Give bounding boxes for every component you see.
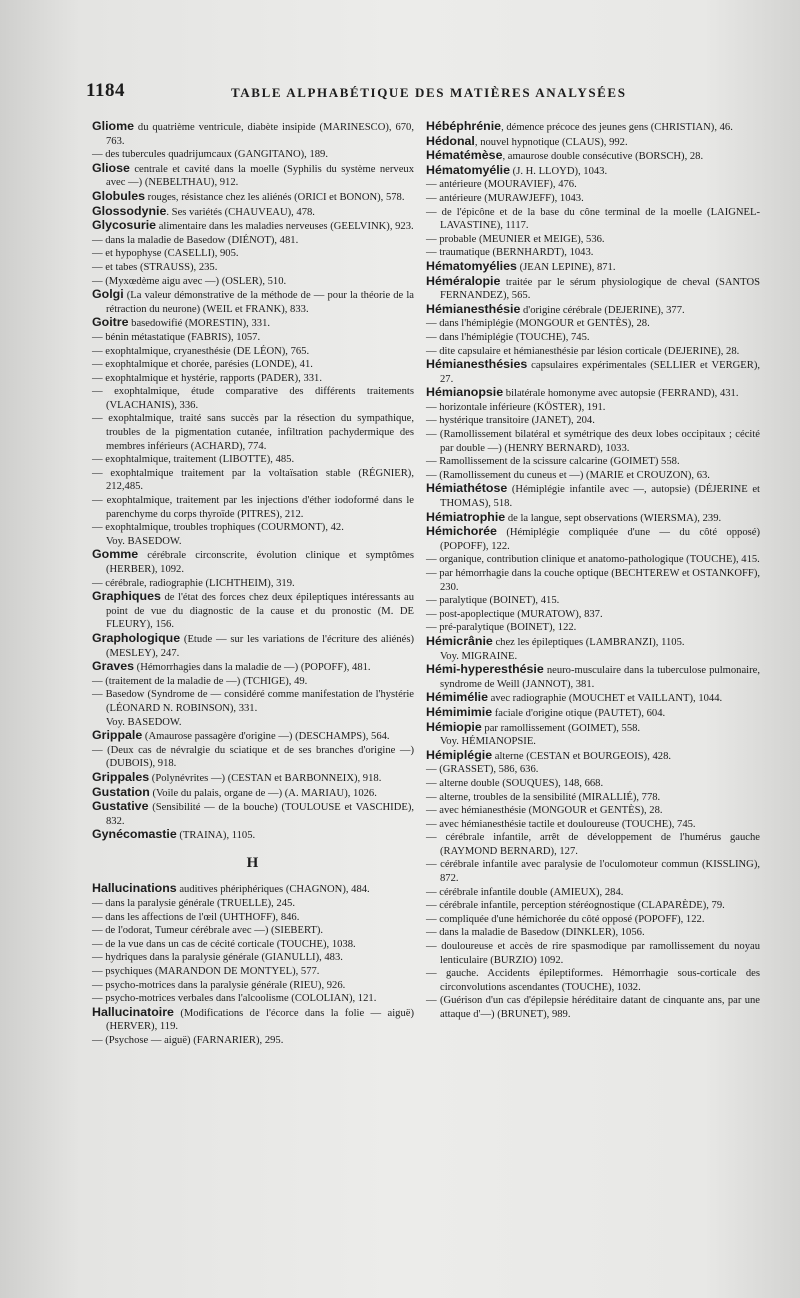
- entry-text: — (Psychose — aiguë) (FARNARIER), 295.: [92, 1035, 284, 1046]
- entry-text: — dans l'hémiplégie (MONGOUR et GENTÈS), 28.: [426, 318, 650, 330]
- index-subentry: [426, 414, 760, 428]
- entry-text: — (GRASSET), 586, 636.: [426, 764, 539, 776]
- index-subentry: [92, 261, 414, 275]
- index-subentry: [426, 345, 760, 359]
- index-entry: [426, 511, 760, 526]
- entry-text: — exophtalmique, cryanesthésie (DE LÉON), 765.: [92, 345, 310, 357]
- entry-text: avec radiographie (MOUCHET et VAILLANT), 1044.: [487, 693, 723, 705]
- entry-headword: Hémi-hyperesthésie: [426, 662, 544, 677]
- index-subentry: [92, 979, 414, 993]
- index-subentry: [92, 897, 414, 911]
- index-subentry: [92, 965, 414, 979]
- entry-text: — cérébrale infantile avec paralysie de l'oculomoteur commun (KISSLING), 872.: [426, 859, 760, 885]
- entry-text: — dans les affections de l'œil (UHTHOFF), 846.: [92, 911, 300, 923]
- entry-text: (JEAN LEPINE), 871.: [516, 261, 616, 273]
- entry-headword: Hédonal: [426, 133, 475, 148]
- index-subentry: [92, 951, 414, 965]
- index-subentry: [92, 992, 414, 1006]
- index-subentry: [92, 494, 414, 521]
- entry-text: cérébrale circonscrite, évolution clinique et symptômes (HERBER), 1092.: [106, 550, 414, 575]
- entry-text: — douloureuse et accès de rire spasmodique par ramollissement du noyau lenticulaire (BURZIO) 1092.: [426, 941, 760, 966]
- entry-text: — alterne, troubles de la sensibilité (MIRALLIÉ), 778.: [426, 791, 661, 803]
- entry-text: — psycho-motrices dans la paralysie générale (RIEU), 926.: [92, 979, 346, 991]
- index-subentry: [92, 247, 414, 261]
- entry-headword: Gynécomastie: [92, 827, 177, 842]
- entry-text: par ramollissement (GOIMET), 558.: [481, 722, 641, 734]
- index-entry: [426, 635, 760, 650]
- entry-text: — paralytique (BOINET), 415.: [426, 595, 560, 607]
- entry-text: — exophtalmique, traitement par les injections d'éther iodoformé dans le parenchyme du corps thyroïde (PITRES), 212.: [92, 495, 414, 520]
- index-subentry: [92, 275, 414, 289]
- entry-headword: Hallucinatoire: [92, 1004, 174, 1019]
- index-entry: [92, 786, 414, 801]
- entry-headword: Grippale: [92, 728, 143, 743]
- entry-text: — antérieure (MOURAVIEF), 476.: [426, 179, 577, 191]
- entry-text: — dans l'hémiplégie (TOUCHE), 745.: [426, 331, 590, 343]
- index-entry: [92, 828, 414, 843]
- index-entry: [92, 882, 414, 897]
- index-entry: [92, 729, 414, 744]
- cross-reference: [92, 716, 414, 730]
- index-subentry: [426, 913, 760, 927]
- entry-headword: Hémimélie: [426, 690, 488, 705]
- entry-text: — bénin métastatique (FABRIS), 1057.: [92, 331, 261, 343]
- index-subentry: [426, 594, 760, 608]
- index-subentry: [92, 577, 414, 591]
- entry-text: — avec hémianesthésie (MONGOUR et GENTÈS), 28.: [426, 805, 663, 817]
- entry-text: — exophtalmique, traité sans succès par la résection du sympathique, troubles de la pigmentation cutanée, infiltration pachydermique des membres inférieurs (ACHARD), 774.: [92, 413, 414, 452]
- entry-headword: Gliose: [92, 160, 130, 175]
- entry-headword: Hématomyélie: [426, 162, 511, 177]
- index-subentry: [426, 608, 760, 622]
- index-subentry: [92, 412, 414, 453]
- index-entry: [426, 149, 760, 164]
- entry-headword: Hémicrânie: [426, 633, 493, 648]
- entry-text: faciale d'origine otique (PAUTET), 604.: [492, 707, 666, 719]
- entry-text: — hydriques dans la paralysie générale (GIANULLI), 483.: [92, 952, 343, 964]
- index-entry: [92, 219, 414, 234]
- index-subentry: [426, 428, 760, 455]
- index-subentry: [426, 940, 760, 967]
- index-entry: [426, 721, 760, 736]
- entry-text: — gauche. Accidents épileptiformes. Hémorrhagie sous-corticale des circonvolutions ascendantes (TOUCHE), 1032.: [426, 968, 760, 993]
- index-subentry: [426, 994, 760, 1021]
- entry-text: , amaurose double consécutive (BORSCH), 28.: [502, 151, 704, 163]
- entry-text: de l'état des forces chez deux épileptiques intéressants au point de vue du diagnostic de la cause et du pronostic (M. DE FLEURY), 156.: [106, 592, 414, 631]
- index-entry: [92, 162, 414, 190]
- index-subentry: [92, 1034, 414, 1048]
- index-entry: [426, 260, 760, 275]
- entry-headword: Gustation: [92, 784, 150, 799]
- entry-text: — horizontale inférieure (KÖSTER), 191.: [426, 401, 606, 413]
- index-subentry: [426, 818, 760, 832]
- entry-text: — par hémorrhagie dans la couche optique (BECHTEREW et OSTANKOFF), 230.: [426, 568, 760, 593]
- entry-text: bilatérale homonyme avec autopsie (FERRAND), 431.: [503, 388, 739, 400]
- entry-headword: Gomme: [92, 547, 139, 562]
- entry-headword: Héméralopie: [426, 273, 501, 288]
- entry-text: — antérieure (MURAWJEFF), 1043.: [426, 192, 584, 204]
- entry-text: Voy. MIGRAINE.: [440, 650, 518, 662]
- index-subentry: [92, 521, 414, 535]
- entry-text: — cérébrale infantile double (AMIEUX), 284.: [426, 886, 624, 898]
- entry-headword: Hémimimie: [426, 704, 493, 719]
- entry-text: — hystérique transitoire (JANET), 204.: [426, 415, 595, 427]
- entry-text: — cérébrale, radiographie (LICHTHEIM), 319.: [92, 577, 295, 589]
- entry-text: — psycho-motrices verbales dans l'alcoolisme (COLOLIAN), 121.: [92, 993, 377, 1005]
- entry-text: — dite capsulaire et hémianesthésie par lésion corticale (DEJERINE), 28.: [426, 345, 740, 357]
- section-letter: H: [246, 854, 260, 871]
- index-entry: [426, 303, 760, 318]
- index-subentry: [92, 345, 414, 359]
- entry-text: — Ramollissement de la scissure calcarine (GOIMET) 558.: [426, 456, 680, 468]
- entry-text: (Etude — sur les variations de l'écriture des aliénés) (MESLEY), 247.: [106, 633, 414, 659]
- entry-text: basedowifié (MORESTIN), 331.: [128, 318, 271, 330]
- cross-reference: [426, 735, 760, 749]
- index-subentry: [426, 899, 760, 913]
- index-entry: [92, 800, 414, 828]
- entry-text: neuro-musculaire dans la tuberculose pulmonaire, syndrome de Weill (JANNOT), 381.: [440, 665, 760, 690]
- entry-text: (Voile du palais, organe de —) (A. MARIAU), 1026.: [149, 787, 377, 799]
- entry-text: (Sensibilité — de la bouche) (TOULOUSE et VASCHIDE), 832.: [106, 802, 414, 827]
- index-entry: [92, 632, 414, 660]
- index-subentry: [92, 688, 414, 715]
- index-subentry: [426, 831, 760, 858]
- entry-text: — et hypophyse (CASELLI), 905.: [92, 248, 239, 260]
- index-entry: [92, 205, 414, 220]
- entry-text: — des tubercules quadrijumcaux (GANGITANO), 189.: [92, 149, 328, 161]
- entry-headword: Hallucinations: [92, 881, 177, 896]
- index-subentry: [426, 206, 760, 233]
- index-subentry: [426, 791, 760, 805]
- entry-text: capsulaires expérimentales (SELLIER et VERGER), 27.: [440, 360, 760, 385]
- index-entry: [92, 316, 414, 331]
- entry-headword: Graphiques: [92, 589, 161, 604]
- index-subentry: [426, 192, 760, 206]
- index-entry: [426, 164, 760, 179]
- entry-headword: Hémiopie: [426, 719, 482, 734]
- index-entry: [426, 691, 760, 706]
- entry-text: — et tabes (STRAUSS), 235.: [92, 261, 218, 273]
- entry-text: — traumatique (BERNHARDT), 1043.: [426, 247, 594, 259]
- index-entry: [92, 120, 414, 148]
- entry-headword: Hémiathétose: [426, 481, 508, 496]
- entry-text: — avec hémianesthésie tactile et douloureuse (TOUCHE), 745.: [426, 818, 696, 830]
- entry-text: — (Deux cas de névralgie du sciatique et de ses branches d'origine —) (DUBOIS), 918.: [92, 744, 414, 770]
- index-entry: [426, 749, 760, 764]
- index-subentry: [426, 858, 760, 885]
- cross-reference: [92, 535, 414, 549]
- page-header: [86, 80, 786, 110]
- entry-text: alimentaire dans les maladies nerveuses (GEELVINK), 923.: [156, 221, 414, 233]
- entry-text: (Modifications de l'écorce dans la folie — aiguë) (HERVER), 119.: [106, 1007, 414, 1033]
- entry-text: , nouvel hypnotique (CLAUS), 992.: [474, 136, 628, 148]
- entry-text: — de l'odorat, Tumeur cérébrale avec —) (SIEBERT).: [92, 925, 324, 937]
- entry-text: — cérébrale infantile, perception stéréognostique (CLAPARÈDE), 79.: [426, 900, 725, 912]
- entry-headword: Hébéphrénie: [426, 119, 502, 133]
- entry-text: alterne (CESTAN et BOURGEOIS), 428.: [492, 750, 672, 762]
- entry-text: — dans la paralysie générale (TRUELLE), 245.: [92, 898, 295, 910]
- entry-headword: Golgi: [92, 287, 124, 302]
- index-subentry: [92, 331, 414, 345]
- index-entry: [426, 482, 760, 510]
- entry-text: (TRAINA), 1105.: [176, 830, 256, 842]
- entry-headword: Hémiatrophie: [426, 509, 506, 524]
- index-subentry: [426, 567, 760, 594]
- entry-text: — post-apoplectique (MURATOW), 837.: [426, 608, 603, 620]
- entry-headword: Gliome: [92, 119, 134, 133]
- entry-text: (La valeur démonstrative de la méthode de — pour la théorie de la rétraction du neurone) (WEIL et FRANK), 833.: [106, 290, 414, 315]
- entry-text: — (Ramollissement du cuneus et —) (MARIE et CROUZON), 63.: [426, 469, 710, 481]
- cross-reference: [426, 650, 760, 664]
- entry-text: traitée par le sérum physiologique de cheval (SANTOS FERNANDEZ), 565.: [440, 276, 760, 302]
- entry-headword: Graves: [92, 659, 135, 674]
- entry-text: — organique, contribution clinique et anatomo-pathologique (TOUCHE), 415.: [426, 554, 760, 566]
- index-entry: [426, 120, 760, 135]
- entry-text: (Hémiplégie infantile avec —, autopsie) (DÉJERINE et THOMAS), 518.: [440, 484, 760, 510]
- index-subentry: [426, 317, 760, 331]
- entry-text: auditives phériphériques (CHAGNON), 484.: [176, 884, 370, 896]
- index-subentry: [92, 358, 414, 372]
- entry-text: d'origine cérébrale (DEJERINE), 377.: [520, 304, 685, 316]
- index-subentry: [426, 621, 760, 635]
- entry-text: — (Myxœdème aigu avec —) (OSLER), 510.: [92, 275, 287, 287]
- index-subentry: [426, 178, 760, 192]
- entry-text: — (traitement de la maladie de —) (TCHIGE), 49.: [92, 675, 308, 687]
- index-entry: [92, 288, 414, 316]
- index-subentry: [426, 553, 760, 567]
- entry-text: — (Ramollissement bilatéral et symétrique des deux lobes occipitaux ; cécité par double —) (HENRY BERNARD), 1033.: [426, 429, 760, 454]
- page-number: 1184: [86, 80, 125, 101]
- index-subentry: [426, 233, 760, 247]
- running-title: TABLE ALPHABÉTIQUE DES MATIÈRES ANALYSÉES: [231, 85, 627, 100]
- entry-headword: Hémianesthésie: [426, 301, 521, 316]
- index-subentry: [92, 911, 414, 925]
- entry-text: — de l'épicône et de la base du cône terminal de la moelle (LAIGNEL-LAVASTINE), 1117.: [426, 206, 760, 232]
- index-subentry: [92, 234, 414, 248]
- entry-text: — (Guérison d'un cas d'épilepsie héréditaire datant de cinquante ans, par une attaque d'—) (BRUNET), 989.: [426, 995, 760, 1020]
- index-entry: [92, 190, 414, 205]
- entry-text: du quatrième ventricule, diabète insipide (MARINESCO), 670, 763.: [106, 122, 414, 147]
- entry-text: — exophtalmique et hystérie, rapports (PADER), 331.: [92, 372, 322, 384]
- entry-text: (Amaurose passagère d'origine —) (DESCHAMPS), 564.: [142, 731, 390, 743]
- entry-text: Voy. BASEDOW.: [106, 535, 182, 547]
- entry-text: de la langue, sept observations (WIERSMA), 239.: [505, 512, 722, 524]
- entry-headword: Grippales: [92, 769, 150, 784]
- index-entry: [92, 660, 414, 675]
- index-subentry: [426, 886, 760, 900]
- index-column-left: [92, 120, 414, 1048]
- entry-text: — psychiques (MARANDON DE MONTYEL), 577.: [92, 966, 320, 978]
- entry-text: — exophtalmique, troubles trophiques (COURMONT), 42.: [92, 522, 344, 534]
- entry-text: (J. H. LLOYD), 1043.: [510, 165, 608, 177]
- entry-text: Voy. HÉMIANOPSIE.: [440, 736, 536, 748]
- entry-headword: Hématomyélies: [426, 258, 517, 273]
- index-column-right: [426, 120, 760, 1022]
- index-subentry: [92, 467, 414, 494]
- index-entry: [426, 275, 760, 303]
- entry-text: — dans la maladie de Basedow (DINKLER), 1056.: [426, 927, 645, 939]
- index-entry: [92, 590, 414, 632]
- index-subentry: [426, 246, 760, 260]
- entry-text: — dans la maladie de Basedow (DIÉNOT), 481.: [92, 234, 299, 246]
- index-subentry: [92, 453, 414, 467]
- entry-text: centrale et cavité dans la moelle (Syphilis du système nerveux avec —) (NEBELTHAU), 912.: [106, 163, 414, 189]
- entry-headword: Hématémèse: [426, 148, 503, 163]
- entry-text: (Hémiplégie compliquée d'une — du côté opposé) (POPOFF), 122.: [440, 527, 760, 552]
- entry-headword: Gustative: [92, 799, 149, 814]
- entry-text: — exophtalmique traitement par la voltaïsation stable (RÉGNIER), 212,485.: [92, 467, 414, 493]
- index-entry: [426, 135, 760, 150]
- index-subentry: [426, 804, 760, 818]
- entry-text: — exophtalmique, étude comparative des différents traitements (VLACHANIS), 336.: [92, 386, 414, 411]
- entry-text: chez les épileptiques (LAMBRANZI), 1105.: [492, 636, 685, 648]
- entry-text: — de la vue dans un cas de cécité corticale (TOUCHE), 1038.: [92, 938, 356, 950]
- entry-headword: Goitre: [92, 315, 129, 330]
- entry-text: — exophtalmique et chorée, parésies (LONDE), 41.: [92, 359, 313, 371]
- entry-text: . Ses variétés (CHAUVEAU), 478.: [166, 206, 315, 218]
- entry-headword: Hémiplégie: [426, 747, 493, 762]
- entry-headword: Graphologique: [92, 630, 181, 645]
- index-subentry: [426, 777, 760, 791]
- index-subentry: [92, 675, 414, 689]
- entry-text: — Basedow (Syndrome de — considéré comme manifestation de l'hystérie (LÉONARD N. ROBINSON), 331.: [92, 689, 414, 714]
- entry-text: (Hémorrhagies dans la maladie de —) (POPOFF), 481.: [134, 662, 371, 674]
- entry-headword: Globules: [92, 188, 146, 203]
- entry-text: — compliquée d'une hémichorée du côté opposé (POPOFF), 122.: [426, 913, 705, 925]
- entry-text: (Polynévrites —) (CESTAN et BARBONNEIX), 918.: [149, 772, 382, 784]
- entry-text: rouges, résistance chez les aliénés (ORICI et BONON), 578.: [145, 191, 405, 203]
- index-subentry: [426, 926, 760, 940]
- index-entry: [426, 358, 760, 386]
- entry-headword: Glossodynie: [92, 203, 167, 218]
- entry-headword: Hémianopsie: [426, 385, 504, 400]
- index-subentry: [426, 331, 760, 345]
- index-entry: [426, 663, 760, 691]
- entry-text: Voy. BASEDOW.: [106, 716, 182, 728]
- entry-text: , démence précoce des jeunes gens (CHRISTIAN), 46.: [501, 122, 733, 133]
- entry-headword: Hémichorée: [426, 524, 497, 539]
- index-subentry: [426, 967, 760, 994]
- index-subentry: [92, 372, 414, 386]
- index-subentry: [426, 401, 760, 415]
- index-subentry: [92, 148, 414, 162]
- index-subentry: [92, 385, 414, 412]
- entry-text: — cérébrale infantile, arrêt de développement de l'humérus gauche (RAYMOND BERNARD), 127.: [426, 832, 760, 857]
- entry-text: — pré-paralytique (BOINET), 122.: [426, 622, 577, 634]
- index-entry: [92, 548, 414, 576]
- entry-headword: Hémianesthésies: [426, 357, 528, 372]
- entry-headword: Glycosurie: [92, 218, 157, 233]
- index-entry: [426, 706, 760, 721]
- index-subentry: [426, 763, 760, 777]
- index-subentry: [92, 938, 414, 952]
- index-entry: [426, 525, 760, 553]
- index-subentry: [426, 469, 760, 483]
- index-entry: [92, 771, 414, 786]
- index-subentry: [92, 744, 414, 771]
- entry-text: — alterne double (SOUQUES), 148, 668.: [426, 777, 604, 789]
- index-subentry: [92, 924, 414, 938]
- entry-text: — exophtalmique, traitement (LIBOTTE), 485.: [92, 454, 295, 466]
- entry-text: — probable (MEUNIER et MEIGE), 536.: [426, 233, 605, 245]
- index-subentry: [426, 455, 760, 469]
- index-entry: [426, 386, 760, 401]
- index-entry: [92, 1006, 414, 1034]
